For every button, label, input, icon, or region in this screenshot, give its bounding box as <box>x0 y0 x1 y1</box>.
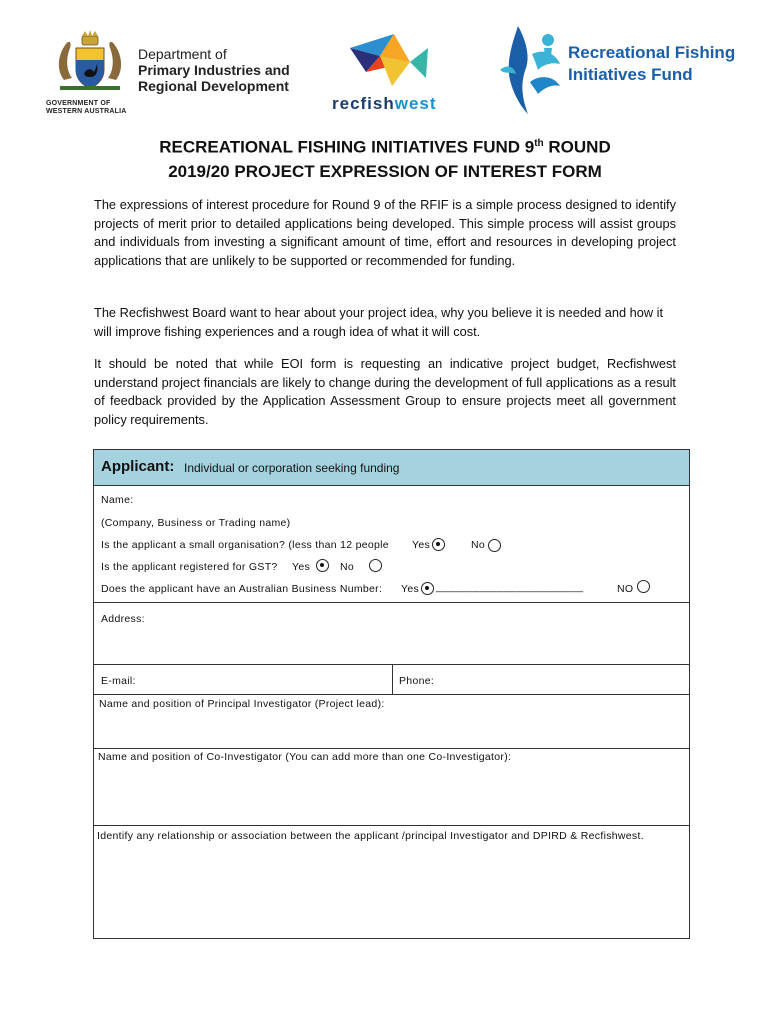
name-field[interactable]: Name: <box>101 494 134 506</box>
recfishwest-fish-icon <box>330 28 460 94</box>
rfif-name-line: Recreational Fishing <box>568 43 736 62</box>
gst-no-label: No <box>340 561 355 573</box>
abn-no-radio[interactable] <box>637 580 650 593</box>
applicant-form <box>93 449 690 939</box>
rfif-name-line: Initiatives Fund <box>568 65 693 84</box>
gov-line: GOVERNMENT OF <box>46 100 111 107</box>
company-name-label: (Company, Business or Trading name) <box>101 517 291 529</box>
title-line1: RECREATIONAL FISHING INITIATIVES FUND 9 <box>159 137 535 157</box>
dpird-name-line: Department of <box>138 46 227 62</box>
recfishwest-wordmark <box>332 94 437 114</box>
gst-question: Is the applicant registered for GST? <box>101 561 278 573</box>
principal-investigator-field[interactable]: Name and position of Principal Investigator (Project lead): <box>99 698 385 710</box>
abn-yes-label: Yes <box>401 583 420 595</box>
small-org-yes-radio[interactable] <box>432 538 445 551</box>
title-line2: 2019/20 PROJECT EXPRESSION OF INTEREST FORM <box>168 161 602 181</box>
applicant-heading: Applicant: <box>101 458 175 475</box>
dpird-name-line: Regional Development <box>138 78 289 94</box>
applicant-subheading: Individual or corporation seeking funding <box>184 461 400 475</box>
small-org-yes-label: Yes <box>412 539 431 551</box>
budget-note-paragraph: It should be noted that while EOI form is requesting an indicative project budget, Recfishwest understand project financials are likely to change during the development of full applications as a result of feedback provided by the Application Assessment Group to ensure projects meet all government policy requirements. <box>94 356 676 427</box>
title-line1-end: ROUND <box>543 137 611 157</box>
small-org-question: Is the applicant a small organisation? (less than 12 people <box>101 539 389 551</box>
abn-question: Does the applicant have an Australian Business Number: <box>101 583 383 595</box>
recfishwest-logo <box>330 28 460 118</box>
small-org-no-label: No <box>471 539 486 551</box>
divider <box>94 748 689 749</box>
west-word: west <box>394 94 437 113</box>
divider <box>94 825 689 826</box>
gst-yes-label: Yes <box>292 561 311 573</box>
rfif-logo <box>492 24 742 119</box>
title-sup: th <box>534 138 544 149</box>
page-title <box>0 132 770 184</box>
dpird-name-line: Primary Industries and <box>138 62 290 78</box>
small-org-no-radio[interactable] <box>488 539 501 552</box>
gov-line: WESTERN AUSTRALIA <box>46 108 127 115</box>
address-field[interactable]: Address: <box>101 613 145 625</box>
relationship-field[interactable]: Identify any relationship or association between the applicant /principal Investigator and DPIRD & Recfishwest. <box>97 830 644 842</box>
divider <box>392 664 393 695</box>
phone-field[interactable]: Phone: <box>399 675 435 687</box>
abn-number-field[interactable]: ________________________ <box>436 581 584 593</box>
email-field[interactable]: E-mail: <box>101 675 136 687</box>
abn-yes-radio[interactable] <box>421 582 434 595</box>
co-investigator-field[interactable]: Name and position of Co-Investigator (You can add more than one Co-Investigator): <box>98 751 512 763</box>
abn-no-label: NO <box>617 583 634 595</box>
applicant-section-header <box>94 450 689 486</box>
gst-yes-radio[interactable] <box>316 559 329 572</box>
intro-paragraph: The expressions of interest procedure for Round 9 of the RFIF is a simple process designed to identify projects of merit prior to detailed applications being developed. This simple process will assist groups and individuals from investing a significant amount of time, effort and resources in developing project applications that are unlikely to be supported or recommended for funding. <box>94 197 676 268</box>
header-logos <box>0 20 770 120</box>
dpird-logo <box>46 30 306 125</box>
rfif-fish-emblem-icon <box>492 24 564 116</box>
divider <box>94 694 689 695</box>
gst-no-radio[interactable] <box>369 559 382 572</box>
board-paragraph: The Recfishwest Board want to hear about your project idea, why you believe it is needed and how it will improve fishing experiences and a rough idea of what it will cost. <box>94 305 664 339</box>
recfish-word: recfish <box>332 94 395 113</box>
divider <box>94 602 689 603</box>
wa-crest-icon <box>50 30 130 92</box>
